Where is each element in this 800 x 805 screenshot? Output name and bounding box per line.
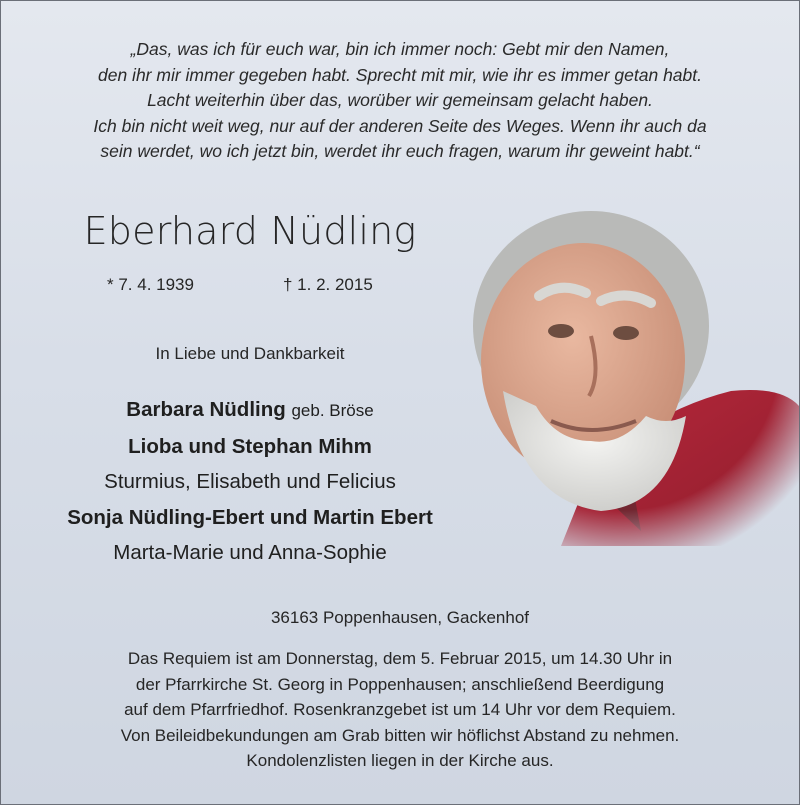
mourners-list (15, 392, 485, 571)
mourner-line: Sonja Nüdling-Ebert und Martin Ebert (67, 505, 433, 529)
mourner-line: Sturmius, Elisabeth und Felicius (104, 470, 396, 493)
memorial-quote (1, 37, 799, 165)
mourner-line (15, 392, 485, 429)
portrait-photo (441, 201, 799, 546)
notice-line: auf dem Pfarrfriedhof. Rosenkranzgebet ist um 14 Uhr vor dem Requiem. (124, 700, 676, 719)
maiden-name: geb. Bröse (291, 401, 374, 420)
birth-date: * 7. 4. 1939 (107, 275, 194, 294)
notice-line: Von Beileidbekundungen am Grab bitten wir höflichst Abstand zu nehmen. (120, 725, 680, 745)
mourners-intro: In Liebe und Dankbarkeit (155, 344, 345, 363)
family-address: 36163 Poppenhausen, Gackenhof (270, 608, 530, 627)
mourner-name: Barbara Nüdling (126, 398, 286, 421)
notice-line: der Pfarrkirche St. Georg in Poppenhausen; anschließend Beerdigung (135, 674, 665, 694)
notice-line: Kondolenzlisten liegen in der Kirche aus. (246, 751, 554, 770)
mourner-line: Lioba und Stephan Mihm (128, 434, 372, 458)
quote-line: Lacht weiterhin über das, worüber wir gemeinsam gelacht haben. (147, 90, 653, 110)
mourner-line: Marta-Marie und Anna-Sophie (113, 541, 387, 564)
notice-line: Das Requiem ist am Donnerstag, dem 5. Februar 2015, um 14.30 Uhr in (127, 649, 673, 668)
quote-line: den ihr mir immer gegeben habt. Sprecht mit mir, wie ihr es immer getan habt. (98, 64, 702, 85)
quote-line: „Das, was ich für euch war, bin ich immer noch: Gebt mir den Namen, (130, 39, 670, 59)
quote-line: sein werdet, wo ich jetzt bin, werdet ihr euch fragen, warum ihr geweint habt.“ (100, 141, 700, 161)
quote-line: Ich bin nicht weit weg, nur auf der anderen Seite des Weges. Wenn ihr auch da (93, 115, 707, 136)
deceased-name: Eberhard Nüdling (83, 209, 417, 253)
death-date: † 1. 2. 2015 (283, 275, 373, 294)
funeral-notice (1, 646, 799, 774)
